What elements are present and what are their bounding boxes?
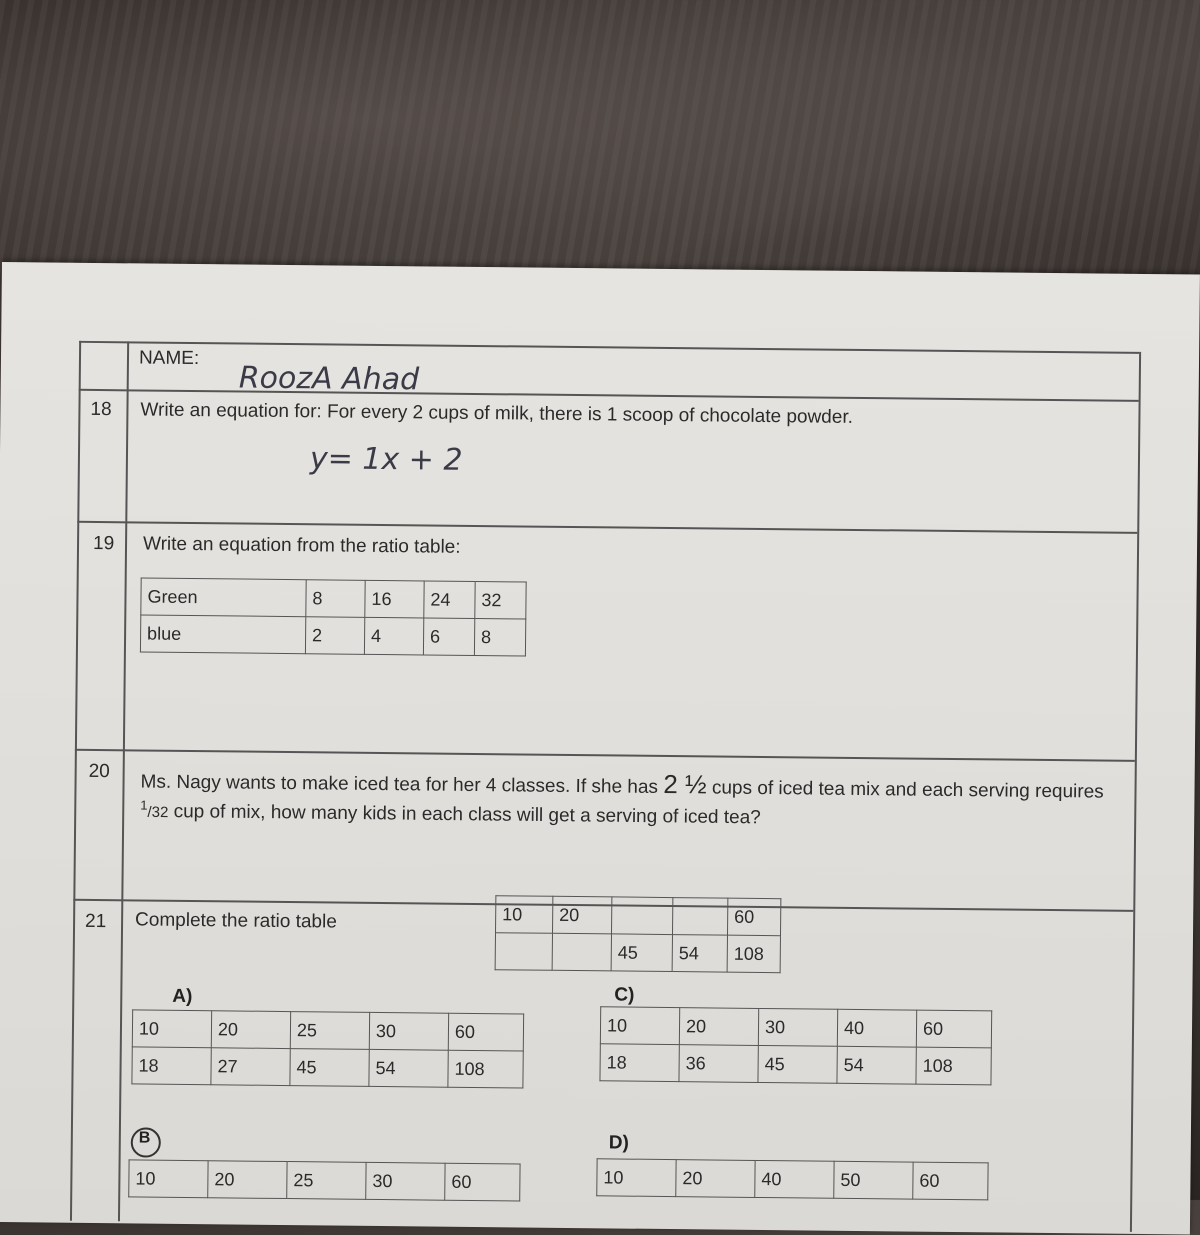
table-row: [600, 1007, 991, 1048]
table-cell: 10: [496, 896, 553, 934]
option-d-label: D): [608, 1132, 629, 1154]
table-cell: 60: [913, 1162, 988, 1200]
table-cell: 54: [369, 1049, 448, 1087]
table-cell: [495, 933, 552, 971]
table-cell: 50: [834, 1161, 913, 1199]
table-cell: 10: [132, 1010, 211, 1048]
fraction-denominator: /32: [147, 803, 169, 822]
table-row: [141, 578, 526, 619]
table-cell: 24: [424, 581, 475, 619]
question-20-text: Ms. Nagy wants to make iced tea for her 4 classes. If she has: [140, 771, 659, 798]
table-cell: 108: [727, 935, 780, 973]
table-cell: 40: [837, 1009, 916, 1047]
student-name: RoozA Ahad: [238, 360, 420, 398]
table-cell: 60: [448, 1013, 523, 1051]
table-cell: 54: [672, 935, 727, 973]
grid-line: [77, 521, 1137, 534]
table-cell: 10: [129, 1160, 208, 1198]
table-cell: 30: [366, 1162, 445, 1200]
option-a-table[interactable]: [131, 1009, 524, 1088]
question-number: 18: [90, 398, 112, 421]
grid-line: [1130, 352, 1141, 1232]
table-cell: 20: [211, 1011, 290, 1049]
table-cell: 60: [916, 1010, 991, 1048]
table-cell: 18: [132, 1047, 211, 1085]
table-cell: 36: [679, 1045, 758, 1083]
table-row: [132, 1047, 523, 1088]
table-row: [129, 1160, 520, 1201]
table-cell: 40: [755, 1160, 834, 1198]
table-cell: [552, 933, 611, 971]
table-row: [140, 615, 525, 656]
table-cell: 10: [600, 1007, 679, 1045]
table-cell: 4: [364, 617, 423, 655]
table-cell: 20: [676, 1160, 755, 1198]
question-number: 19: [92, 532, 115, 555]
question-18-answer: y= 1x + 2: [309, 441, 463, 478]
table-cell: 27: [211, 1048, 290, 1086]
table-cell: Green: [141, 578, 306, 617]
grid-line: [75, 749, 1135, 762]
table-cell: 32: [475, 581, 526, 619]
table-cell: 2: [305, 617, 364, 655]
question-20-text: cup of mix, how many kids in each class will get a serving of iced tea?: [173, 801, 761, 829]
table-cell: 30: [369, 1012, 448, 1050]
fraction-numerator: 1: [140, 797, 148, 813]
table-cell: 60: [727, 898, 780, 936]
ratio-table-green-blue: [140, 577, 527, 656]
table-cell: 6: [423, 618, 474, 656]
given-ratio-table: [495, 895, 782, 973]
grid-line: [79, 341, 1139, 354]
table-cell: 25: [290, 1012, 369, 1050]
table-row: [600, 1044, 991, 1085]
question-18-prompt: Write an equation for: For every 2 cups of milk, there is 1 scoop of chocolate powder.: [140, 399, 854, 428]
option-b-table[interactable]: [128, 1159, 520, 1201]
question-21-prompt: Complete the ratio table: [135, 909, 337, 933]
grid-line: [118, 341, 129, 1221]
table-cell: 45: [758, 1045, 837, 1083]
worksheet-paper: [0, 262, 1200, 1234]
table-row: [597, 1159, 988, 1200]
table-cell: 54: [837, 1046, 916, 1084]
option-d-table[interactable]: [596, 1158, 988, 1200]
table-cell: 45: [290, 1049, 369, 1087]
table-cell: 25: [287, 1162, 366, 1200]
option-c-label: C): [614, 984, 635, 1006]
table-cell: 108: [448, 1050, 523, 1088]
name-label: NAME:: [138, 347, 200, 370]
table-cell: 10: [597, 1159, 676, 1197]
table-cell: 20: [208, 1161, 287, 1199]
question-19-prompt: Write an equation from the ratio table:: [142, 533, 461, 558]
table-cell: 20: [553, 896, 612, 934]
question-number: 20: [88, 760, 110, 783]
question-20-text: cups of iced tea mix and each serving requires: [711, 777, 1104, 803]
question-20-line2: [140, 797, 761, 829]
option-b-label[interactable]: B: [138, 1129, 151, 1147]
mixed-number: 2 ½: [663, 768, 707, 800]
table-cell: 8: [474, 618, 525, 656]
grid-line: [70, 341, 81, 1221]
table-cell: 30: [758, 1008, 837, 1046]
table-row: [496, 896, 781, 936]
table-cell: [672, 898, 727, 936]
table-cell: blue: [140, 615, 305, 654]
table-cell: 108: [916, 1047, 991, 1085]
table-cell: 60: [445, 1163, 520, 1201]
table-cell: 20: [679, 1008, 758, 1046]
table-cell: 18: [600, 1044, 679, 1082]
option-c-table[interactable]: [599, 1006, 992, 1085]
question-number: 21: [84, 910, 107, 933]
table-cell: [611, 897, 672, 935]
table-row: [132, 1010, 523, 1051]
table-row: [495, 933, 780, 973]
option-a-label: A): [172, 985, 193, 1008]
table-cell: 8: [306, 580, 365, 618]
table-cell: 45: [611, 934, 672, 972]
wooden-table-background: [0, 0, 1200, 300]
table-cell: 16: [365, 580, 424, 618]
